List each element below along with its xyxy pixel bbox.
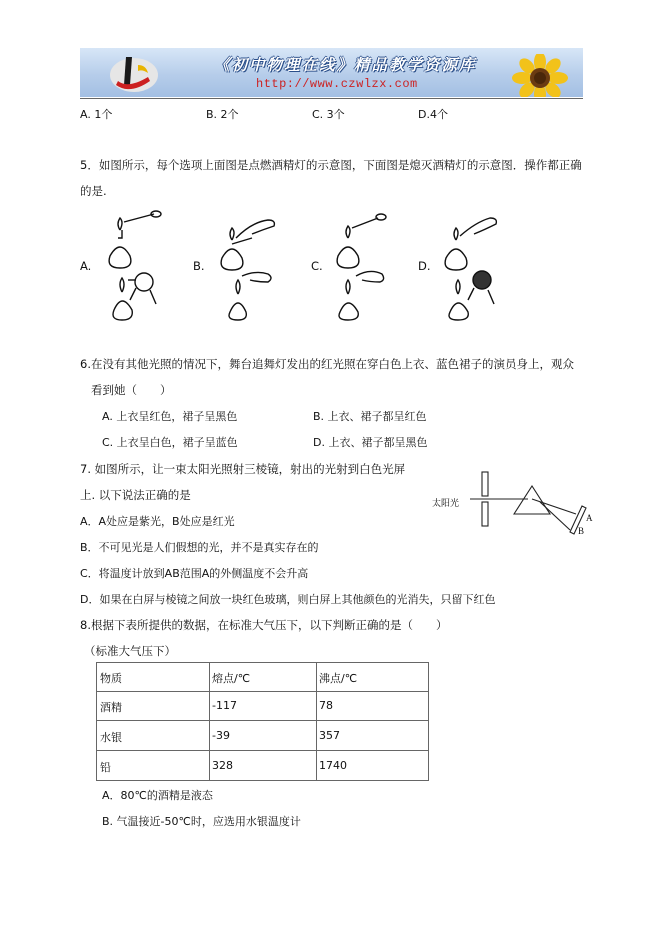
banner-url[interactable]: http://www.czwlzx.com — [256, 77, 418, 91]
q6-option-d: D. 上衣、裙子都呈黑色 — [313, 436, 428, 449]
header-banner — [80, 48, 583, 97]
q8-option-b: B. 气温接近-50℃时，应选用水银温度计 — [102, 815, 301, 828]
q7-text-line2: 上. 以下说法正确的是 — [80, 488, 191, 502]
q7-diagram-label-b: B — [578, 526, 585, 536]
q7-option-b: B．不可见光是人们假想的光，并不是真实存在的 — [80, 541, 319, 554]
q5-text-line2: 的是. — [80, 184, 107, 198]
q5-text-line1: 5．如图所示，每个选项上面图是点燃酒精灯的示意图，下面图是熄灭酒精灯的示意图．操作都正确 — [80, 158, 582, 172]
q7-text-line1: 7. 如图所示，让一束太阳光照射三棱镜，射出的光射到白色光屏 — [80, 462, 406, 476]
table-header-melting-point: 熔点/℃ — [212, 672, 251, 685]
table-cell: 78 — [319, 699, 333, 712]
q6-option-a: A. 上衣呈红色，裙子呈黑色 — [102, 410, 238, 423]
q7-diagram-label-a: A — [586, 513, 593, 523]
q6-option-b: B. 上衣、裙子都呈红色 — [313, 410, 427, 423]
logo-icon — [108, 51, 160, 95]
table-header-boiling-point: 沸点/℃ — [319, 672, 358, 685]
q5-lamp-figure-a — [100, 208, 170, 323]
table-cell: 328 — [212, 759, 233, 772]
table-cell: -117 — [212, 699, 237, 712]
q4-option-c: C. 3个 — [312, 108, 345, 121]
q5-option-a-label: A. — [80, 259, 92, 273]
banner-title: 《初中物理在线》精品教学资源库 — [214, 55, 477, 74]
q8-text-line1: 8.根据下表所提供的数据，在标准大气压下，以下判断正确的是（ ） — [80, 618, 448, 632]
q7-option-a: A．A处应是紫光，B处应是红光 — [80, 515, 235, 528]
q7-option-d: D．如果在白屏与棱镜之间放一块红色玻璃，则白屏上其他颜色的光消失，只留下红色 — [80, 593, 496, 606]
q7-prism-diagram — [470, 468, 590, 542]
table-cell: 水银 — [100, 731, 122, 744]
q7-diagram-sunlight-label: 太阳光 — [432, 499, 460, 509]
q6-text-line2: 看到她（ ） — [91, 383, 172, 397]
table-cell: 铅 — [100, 761, 111, 774]
q5-option-b-label: B. — [193, 259, 205, 273]
q8-table-caption: （标准大气压下） — [84, 644, 176, 658]
table-cell: 1740 — [319, 759, 347, 772]
q5-option-c-label: C. — [311, 259, 323, 273]
header-divider — [80, 98, 583, 99]
q6-text-line1: 6.在没有其他光照的情况下，舞台追舞灯发出的红光照在穿白色上衣、蓝色裙子的演员身上，观众 — [80, 357, 574, 371]
table-cell: 酒精 — [100, 701, 122, 714]
sunflower-icon — [500, 54, 580, 97]
q5-option-d-label: D. — [418, 259, 431, 273]
q5-lamp-figure-c — [326, 208, 396, 323]
table-header-substance: 物质 — [100, 672, 122, 685]
q6-option-c: C. 上衣呈白色，裙子呈蓝色 — [102, 436, 238, 449]
q7-option-c: C．将温度计放到AB范围A的外侧温度不会升高 — [80, 567, 309, 580]
q4-option-b: B. 2个 — [206, 108, 239, 121]
q5-lamp-figure-b — [212, 208, 284, 323]
table-cell: 357 — [319, 729, 340, 742]
q4-option-a: A. 1个 — [80, 108, 113, 121]
q8-option-a: A．80℃的酒精是液态 — [102, 789, 213, 802]
table-cell: -39 — [212, 729, 230, 742]
q4-option-d: D.4个 — [418, 108, 448, 121]
q5-lamp-figure-d — [436, 208, 508, 323]
